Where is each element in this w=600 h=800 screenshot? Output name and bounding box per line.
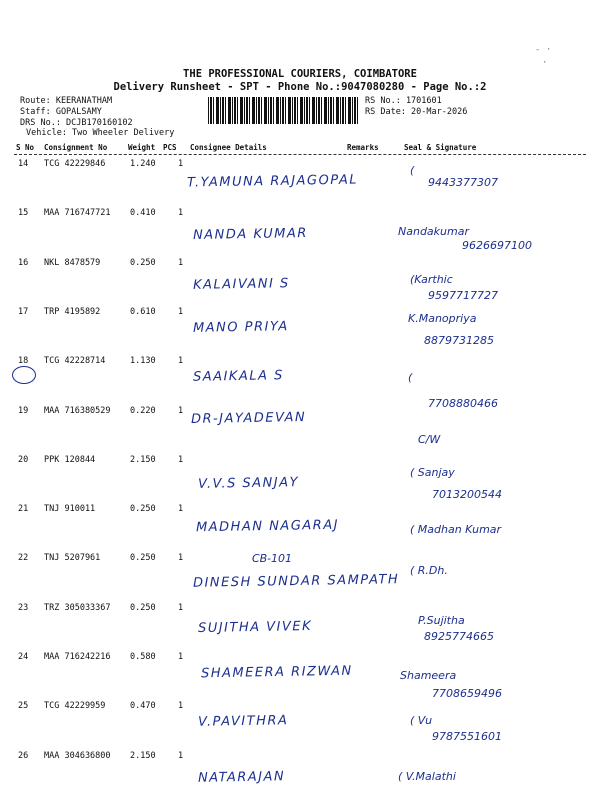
row-consignment: MAA 716242216 bbox=[44, 652, 111, 662]
staff: Staff: GOPALSAMY bbox=[20, 107, 102, 117]
row-pcs: 1 bbox=[178, 701, 184, 712]
table-row bbox=[0, 205, 600, 254]
row-weight: 0.250 bbox=[130, 257, 156, 268]
row-weight: 0.250 bbox=[130, 504, 156, 515]
handwritten-signature: ( R.Dh. bbox=[410, 564, 448, 578]
handwritten-signature: ( bbox=[410, 164, 415, 177]
handwritten-signature: ( bbox=[408, 371, 413, 385]
col-remarks: Remarks bbox=[347, 143, 379, 152]
table-row bbox=[0, 649, 600, 698]
handwritten-consignee: KALAIVANI S bbox=[192, 275, 290, 293]
handwritten-consignee: SAAIKALA S bbox=[192, 368, 284, 385]
row-sno: 21 bbox=[18, 504, 29, 515]
handwritten-signature: C/W bbox=[418, 432, 441, 446]
row-weight: 1.130 bbox=[130, 356, 156, 367]
handwritten-consignee: V.V.S SANJAY bbox=[197, 474, 300, 492]
row-pcs: 1 bbox=[178, 504, 184, 515]
row-sno: 20 bbox=[18, 454, 29, 465]
row-sno: 16 bbox=[18, 257, 29, 268]
row-weight: 2.150 bbox=[130, 454, 156, 465]
table-row bbox=[0, 501, 600, 550]
table-row bbox=[0, 748, 600, 797]
handwritten-signature: ( V.Malathi bbox=[398, 769, 456, 783]
row-consignment: TRZ 305033367 bbox=[44, 602, 111, 613]
rs-number: RS No.: 1701601 bbox=[365, 96, 442, 106]
row-weight: 0.220 bbox=[130, 405, 156, 416]
row-pcs: 1 bbox=[178, 257, 184, 268]
handwritten-phone: 7708659496 bbox=[432, 687, 502, 700]
table-row bbox=[0, 255, 600, 304]
handwritten-phone: 9443377307 bbox=[428, 176, 498, 189]
table-row bbox=[0, 550, 600, 599]
row-consignment: TNJ 5207961 bbox=[44, 553, 101, 564]
route: Route: KEERANATHAM bbox=[20, 96, 113, 106]
row-consignment: MAA 304636800 bbox=[44, 750, 111, 761]
handwritten-note: CB-101 bbox=[252, 552, 292, 566]
route-info bbox=[20, 96, 133, 129]
handwritten-signature: Shameera bbox=[400, 669, 457, 682]
col-pcs: PCS bbox=[163, 143, 177, 152]
row-consignment: TCG 42228714 bbox=[44, 356, 106, 367]
handwritten-consignee: V.PAVITHRA bbox=[197, 713, 289, 731]
header-divider bbox=[14, 154, 586, 155]
table-row bbox=[0, 403, 600, 452]
col-consignee: Consignee Details bbox=[190, 143, 267, 152]
row-weight: 0.610 bbox=[130, 306, 156, 317]
stray-mark: · bbox=[542, 58, 548, 68]
handwritten-signature: ( Madhan Kumar bbox=[410, 523, 502, 537]
handwritten-phone: 7013200544 bbox=[432, 487, 502, 501]
row-sno: 18 bbox=[18, 356, 29, 367]
row-pcs: 1 bbox=[178, 356, 184, 367]
handwritten-consignee: NATARAJAN bbox=[197, 768, 286, 786]
row-weight: 0.250 bbox=[130, 553, 156, 564]
row-weight: 0.470 bbox=[130, 701, 156, 712]
row-pcs: 1 bbox=[178, 208, 184, 219]
table-row bbox=[0, 304, 600, 353]
row-pcs: 1 bbox=[178, 159, 184, 169]
handwritten-phone: 8925774665 bbox=[424, 629, 494, 643]
handwritten-phone: 7708880466 bbox=[428, 397, 498, 411]
row-consignment: MAA 716747721 bbox=[44, 208, 111, 219]
table-row bbox=[0, 452, 600, 501]
handwritten-consignee: MANO PRIYA bbox=[192, 319, 289, 336]
handwritten-phone: 8879731285 bbox=[424, 333, 494, 347]
row-consignment: TCG 42229959 bbox=[44, 701, 106, 712]
handwritten-signature: ( Vu bbox=[410, 714, 433, 728]
row-consignment: TRP 4195892 bbox=[44, 306, 101, 317]
row-weight: 0.580 bbox=[130, 652, 156, 662]
row-weight: 0.250 bbox=[130, 602, 156, 613]
handwritten-consignee: SUJITHA VIVEK bbox=[197, 618, 313, 636]
handwritten-consignee: DR-JAYADEVAN bbox=[190, 409, 307, 427]
row-pcs: 1 bbox=[178, 306, 184, 317]
table-row bbox=[0, 600, 600, 649]
handwritten-consignee: DINESH SUNDAR SAMPATH bbox=[192, 572, 400, 592]
row-weight: 0.410 bbox=[130, 208, 156, 219]
row-pcs: 1 bbox=[178, 405, 184, 416]
table-row bbox=[0, 698, 600, 747]
handwritten-signature: ( Sanjay bbox=[410, 465, 455, 479]
handwritten-consignee: T.YAMUNA RAJAGOPAL bbox=[186, 172, 359, 191]
row-consignment: TNJ 910011 bbox=[44, 504, 96, 515]
row-sno: 17 bbox=[18, 306, 29, 317]
handwritten-phone: 9597717727 bbox=[428, 288, 498, 302]
row-sno: 24 bbox=[18, 652, 29, 662]
handwritten-signature: P.Sujitha bbox=[418, 613, 465, 627]
company-title: THE PROFESSIONAL COURIERS, COIMBATORE bbox=[183, 68, 417, 80]
col-weight: Weight bbox=[128, 143, 156, 152]
handwritten-signature: (Karthic bbox=[410, 272, 453, 286]
handwritten-consignee: MADHAN NAGARAJ bbox=[195, 517, 340, 536]
handwritten-phone: 9787551601 bbox=[432, 730, 502, 744]
col-seal: Seal & Signature bbox=[404, 143, 477, 152]
handwritten-consignee: SHAMEERA RIZWAN bbox=[200, 663, 353, 682]
handwritten-signature: K.Manopriya bbox=[408, 311, 477, 325]
row-pcs: 1 bbox=[178, 750, 184, 761]
vehicle: Vehicle: Two Wheeler Delivery bbox=[26, 128, 175, 138]
table-row bbox=[0, 156, 600, 205]
consignee-box bbox=[185, 455, 355, 477]
row-pcs: 1 bbox=[178, 454, 184, 465]
runsheet-subtitle: Delivery Runsheet - SPT - Phone No.:9047080280 - Page No.:2 bbox=[113, 81, 487, 93]
row-pcs: 1 bbox=[178, 602, 184, 613]
row-sno: 14 bbox=[18, 159, 29, 169]
row-consignment: PPK 120844 bbox=[44, 454, 96, 465]
drs-number: DRS No.: DCJB170160102 bbox=[20, 118, 133, 128]
stray-mark: - · bbox=[535, 45, 552, 55]
row-pcs: 1 bbox=[178, 553, 184, 564]
row-weight: 1.240 bbox=[130, 159, 156, 169]
row-sno: 22 bbox=[18, 553, 29, 564]
row-weight: 2.150 bbox=[130, 750, 156, 761]
rs-info bbox=[365, 96, 467, 118]
row-pcs: 1 bbox=[178, 652, 184, 662]
rs-date: RS Date: 20-Mar-2026 bbox=[365, 107, 468, 117]
col-consignment: Consignment No bbox=[44, 143, 108, 152]
row-consignment: NKL 8478579 bbox=[44, 257, 101, 268]
row-sno: 19 bbox=[18, 405, 29, 416]
row-consignment: TCG 42229846 bbox=[44, 159, 106, 169]
row-sno: 23 bbox=[18, 602, 29, 613]
row-consignment: MAA 716380529 bbox=[44, 405, 111, 416]
barcode bbox=[208, 97, 360, 124]
row-sno: 25 bbox=[18, 701, 29, 712]
handwritten-signature: Nandakumar bbox=[398, 225, 469, 239]
row-sno: 26 bbox=[18, 750, 29, 761]
handwritten-phone: 9626697100 bbox=[462, 239, 532, 253]
row-sno: 15 bbox=[18, 208, 29, 219]
handwritten-consignee: NANDA KUMAR bbox=[192, 226, 308, 244]
col-sno: S No bbox=[16, 143, 35, 152]
